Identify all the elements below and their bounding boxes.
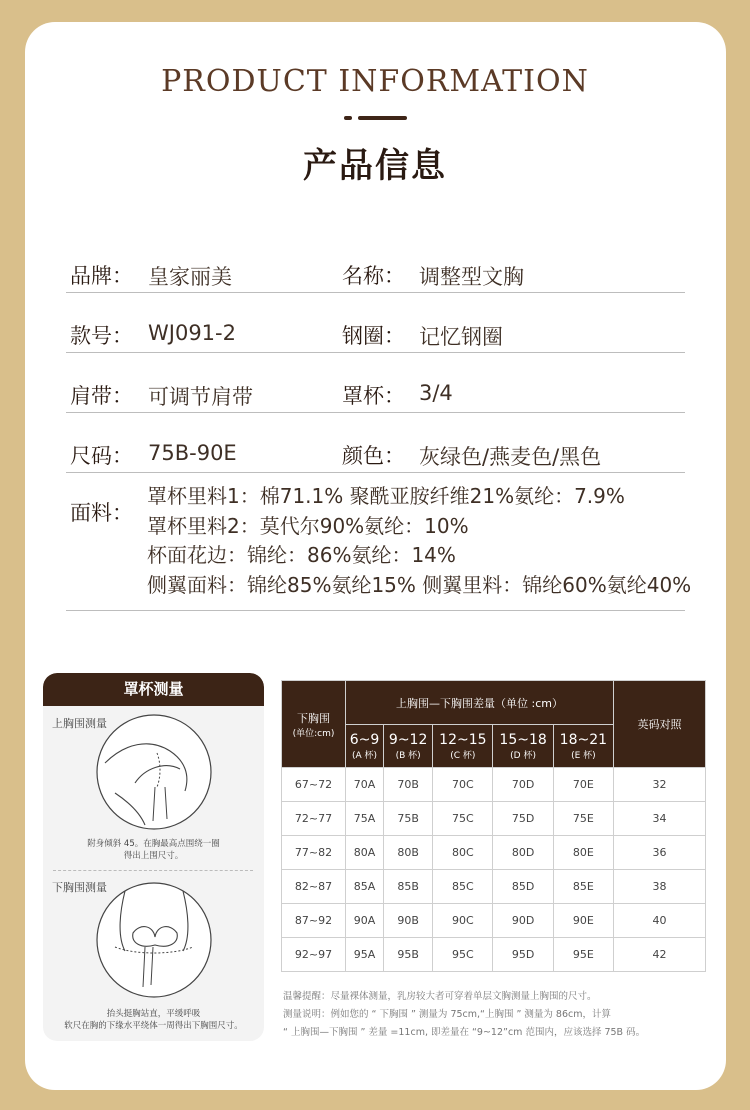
spec-value: WJ091-2: [148, 321, 236, 345]
size-cell: 75E: [553, 802, 613, 836]
spec-value: 皇家丽美: [148, 265, 232, 289]
size-cell: 85B: [384, 870, 433, 904]
spec-key: 罩杯：: [342, 384, 405, 408]
size-cell: 90B: [384, 904, 433, 938]
cup-header: 15~18 (D 杯): [493, 725, 553, 768]
table-row: [282, 938, 706, 972]
size-cell: 95C: [433, 938, 493, 972]
spec-key: 款号：: [70, 324, 133, 348]
size-cell: 70E: [553, 768, 613, 802]
spec-row: [66, 430, 685, 473]
upper-bust-label: 上胸围测量: [52, 717, 107, 730]
panel-dash-divider: [53, 870, 253, 871]
size-cell: 75C: [433, 802, 493, 836]
under-bust-label: 下胸围测量: [52, 881, 107, 894]
spec-key: 肩带：: [70, 384, 133, 408]
size-chart-table: [281, 680, 706, 972]
size-cell: 70C: [433, 768, 493, 802]
size-cell: 80D: [493, 836, 553, 870]
measure-panel: [43, 673, 264, 1041]
table-row: [282, 802, 706, 836]
page-title-cn: 产品信息: [303, 146, 447, 186]
spec-key: 尺码：: [70, 444, 133, 468]
tip-line: 测量说明：例如您的 “ 下胸围 ” 测量为 75cm,“上胸围 ” 测量为 86cm，计算: [283, 1009, 611, 1020]
size-cell: 95A: [346, 938, 384, 972]
fabric-label: 面料：: [70, 501, 133, 525]
table-row: [282, 870, 706, 904]
table-row: [282, 904, 706, 938]
table-row: [282, 836, 706, 870]
size-cell: 90A: [346, 904, 384, 938]
spec-row: [66, 370, 685, 413]
size-cell: 80E: [553, 836, 613, 870]
size-cell: 95B: [384, 938, 433, 972]
uk-size-cell: 42: [614, 938, 706, 972]
col-under-bust: 下胸围 (单位:cm): [282, 681, 346, 768]
cup-header: 9~12 (B 杯): [384, 725, 433, 768]
upper-bust-note: 附身倾斜 45。在胸最高点围绕一圈 得出上围尺寸。: [87, 839, 220, 861]
size-cell: 90E: [553, 904, 613, 938]
size-cell: 80B: [384, 836, 433, 870]
size-cell: 80A: [346, 836, 384, 870]
size-cell: 90C: [433, 904, 493, 938]
spec-value: 可调节肩带: [148, 385, 253, 409]
under-bust-cell: 77~82: [282, 836, 346, 870]
size-cell: 85C: [433, 870, 493, 904]
fabric-line: 罩杯里料1：棉71.1% 聚酰亚胺纤维21%氨纶：7.9%: [147, 484, 625, 508]
diff-header: 上胸围—下胸围差量（单位 :cm）: [346, 681, 614, 725]
under-bust-cell: 92~97: [282, 938, 346, 972]
spec-value: 记忆钢圈: [419, 325, 503, 349]
size-cell: 85E: [553, 870, 613, 904]
spec-key: 钢圈：: [342, 324, 405, 348]
tip-line: “ 上胸围—下胸围 ” 差量 =11cm, 即差量在 “9~12”cm 范围内，应该选择 75B 码。: [283, 1027, 646, 1038]
fabric-lines: [147, 482, 691, 600]
page-title-en: PRODUCT INFORMATION: [161, 64, 589, 99]
fabric-line: 侧翼面料：锦纶85%氨纶15% 侧翼里料：锦纶60%氨纶40%: [147, 572, 692, 597]
uk-size-cell: 38: [614, 870, 706, 904]
spec-value: 灰绿色/燕麦色/黑色: [419, 445, 602, 469]
under-bust-cell: 67~72: [282, 768, 346, 802]
under-bust-cell: 82~87: [282, 870, 346, 904]
col-uk-size: 英码对照: [614, 681, 706, 768]
measure-title: 罩杯测量: [43, 673, 264, 706]
uk-size-cell: 34: [614, 802, 706, 836]
spec-row: [66, 310, 685, 353]
size-cell: 75B: [384, 802, 433, 836]
uk-size-cell: 36: [614, 836, 706, 870]
uk-size-cell: 32: [614, 768, 706, 802]
bust-measure-illustration-icon: [95, 713, 213, 831]
tip-line: 温馨提醒：尽量裸体测量，乳房较大者可穿着单层文胸测量上胸围的尺寸。: [283, 991, 597, 1002]
spec-value: 调整型文胸: [419, 265, 524, 289]
cup-header: 6~9 (A 杯): [346, 725, 384, 768]
title-divider-bar: [358, 116, 407, 120]
spec-key: 名称：: [342, 264, 405, 288]
size-cell: 75A: [346, 802, 384, 836]
size-cell: 70A: [346, 768, 384, 802]
cup-header: 12~15 (C 杯): [433, 725, 493, 768]
spec-row: [66, 250, 685, 293]
spec-key: 品牌：: [70, 264, 133, 288]
size-cell: 75D: [493, 802, 553, 836]
title-divider-dot: [344, 116, 352, 120]
under-bust-cell: 72~77: [282, 802, 346, 836]
size-cell: 85A: [346, 870, 384, 904]
under-bust-cell: 87~92: [282, 904, 346, 938]
size-cell: 95E: [553, 938, 613, 972]
uk-size-cell: 40: [614, 904, 706, 938]
fabric-line: 杯面花边：锦纶：86%氨纶：14%: [147, 543, 456, 567]
size-cell: 95D: [493, 938, 553, 972]
under-bust-note: 抬头挺胸站直，平缓呼吸 软尺在胸的下缘水平绕体一周得出下胸围尺寸。: [64, 1009, 243, 1031]
spec-value: 3/4: [419, 381, 453, 405]
size-cell: 85D: [493, 870, 553, 904]
spec-key: 颜色：: [342, 444, 405, 468]
spec-value: 75B-90E: [148, 441, 237, 465]
size-cell: 70B: [384, 768, 433, 802]
fabric-line: 罩杯里料2：莫代尔90%氨纶：10%: [147, 513, 469, 538]
measurement-tips: [283, 988, 645, 1042]
table-row: [282, 768, 706, 802]
underbust-measure-illustration-icon: [95, 881, 213, 999]
size-cell: 80C: [433, 836, 493, 870]
cup-header: 18~21 (E 杯): [553, 725, 613, 768]
size-cell: 90D: [493, 904, 553, 938]
size-cell: 70D: [493, 768, 553, 802]
